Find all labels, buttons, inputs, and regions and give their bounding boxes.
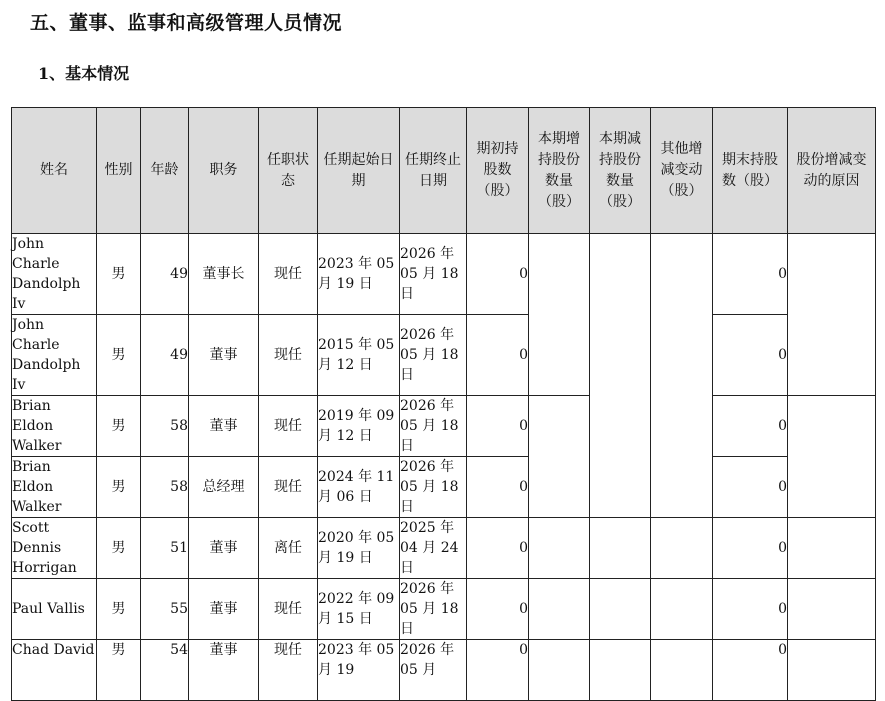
cell-decrease: [590, 579, 651, 640]
cell-name: John Charle Dandolph Iv: [12, 234, 97, 315]
cell-start-date: 2023 年 05 月 19: [318, 640, 400, 701]
table-row: [12, 518, 876, 579]
cell-change-reason: [788, 579, 876, 640]
cell-ending-shares: 0: [713, 234, 788, 315]
cell-increase: [529, 640, 590, 701]
header-other-change: 其他增减变动（股）: [651, 108, 713, 234]
cell-age: 49: [141, 315, 189, 396]
cell-change-reason: [788, 234, 876, 396]
table-row: [12, 396, 876, 457]
cell-status: 现任: [259, 396, 318, 457]
header-initial-shares: 期初持股数（股）: [467, 108, 529, 234]
cell-start-date: 2023 年 05 月 19 日: [318, 234, 400, 315]
table-row: [12, 315, 876, 396]
cell-ending-shares: 0: [713, 457, 788, 518]
header-ending-shares: 期末持股数（股）: [713, 108, 788, 234]
cell-title: 总经理: [189, 457, 259, 518]
cell-end-date: 2026 年 05 月 18 日: [400, 396, 467, 457]
section-title: 五、董事、监事和高级管理人员情况: [30, 12, 343, 34]
cell-end-date: 2026 年 05 月 18 日: [400, 457, 467, 518]
header-name: 姓名: [12, 108, 97, 234]
cell-status: 现任: [259, 315, 318, 396]
cell-age: 54: [141, 640, 189, 701]
header-status: 任职状态: [259, 108, 318, 234]
subsection-title: 1、基本情况: [38, 64, 130, 83]
cell-start-date: 2024 年 11 月 06 日: [318, 457, 400, 518]
cell-age: 49: [141, 234, 189, 315]
cell-title: 董事: [189, 518, 259, 579]
cell-start-date: 2022 年 09 月 15 日: [318, 579, 400, 640]
cell-title: 董事: [189, 640, 259, 701]
cell-gender: 男: [97, 396, 141, 457]
cell-start-date: 2020 年 05 月 19 日: [318, 518, 400, 579]
cell-increase: [529, 518, 590, 579]
table-row: [12, 234, 876, 315]
header-increase: 本期增持股份数量（股）: [529, 108, 590, 234]
cell-change-reason: [788, 396, 876, 518]
header-age: 年龄: [141, 108, 189, 234]
cell-name: John Charle Dandolph Iv: [12, 315, 97, 396]
header-change-reason: 股份增减变动的原因: [788, 108, 876, 234]
table-header-row: [12, 108, 876, 234]
cell-increase: [529, 396, 590, 518]
cell-status: 现任: [259, 234, 318, 315]
cell-change-reason: [788, 518, 876, 579]
cell-initial-shares: 0: [467, 234, 529, 315]
cell-name: Chad David: [12, 640, 97, 701]
cell-title: 董事: [189, 315, 259, 396]
cell-other-change: [651, 579, 713, 640]
cell-gender: 男: [97, 518, 141, 579]
cell-status: 离任: [259, 518, 318, 579]
cell-initial-shares: 0: [467, 640, 529, 701]
header-gender: 性别: [97, 108, 141, 234]
cell-other-change: [651, 234, 713, 518]
cell-ending-shares: 0: [713, 518, 788, 579]
cell-name: Scott Dennis Horrigan: [12, 518, 97, 579]
header-start-date: 任期起始日期: [318, 108, 400, 234]
cell-status: 现任: [259, 457, 318, 518]
cell-increase: [529, 234, 590, 396]
cell-decrease: [590, 518, 651, 579]
cell-other-change: [651, 640, 713, 701]
cell-name: Paul Vallis: [12, 579, 97, 640]
cell-ending-shares: 0: [713, 579, 788, 640]
cell-title: 董事: [189, 579, 259, 640]
cell-end-date: 2026 年 05 月: [400, 640, 467, 701]
cell-age: 51: [141, 518, 189, 579]
header-end-date: 任期终止日期: [400, 108, 467, 234]
cell-gender: 男: [97, 640, 141, 701]
cell-end-date: 2026 年 05 月 18 日: [400, 234, 467, 315]
cell-age: 58: [141, 396, 189, 457]
cell-initial-shares: 0: [467, 457, 529, 518]
cell-increase: [529, 579, 590, 640]
cell-name: Brian Eldon Walker: [12, 396, 97, 457]
cell-end-date: 2026 年 05 月 18 日: [400, 579, 467, 640]
table-row: [12, 640, 876, 701]
cell-decrease: [590, 234, 651, 518]
cell-other-change: [651, 518, 713, 579]
cell-initial-shares: 0: [467, 579, 529, 640]
cell-gender: 男: [97, 579, 141, 640]
cell-initial-shares: 0: [467, 396, 529, 457]
cell-status: 现任: [259, 579, 318, 640]
cell-gender: 男: [97, 457, 141, 518]
cell-age: 58: [141, 457, 189, 518]
cell-title: 董事长: [189, 234, 259, 315]
cell-name: Brian Eldon Walker: [12, 457, 97, 518]
header-decrease: 本期减持股份数量（股）: [590, 108, 651, 234]
cell-decrease: [590, 640, 651, 701]
table-row: [12, 579, 876, 640]
cell-change-reason: [788, 640, 876, 701]
cell-start-date: 2015 年 05 月 12 日: [318, 315, 400, 396]
cell-ending-shares: 0: [713, 640, 788, 701]
directors-table: [11, 107, 876, 701]
cell-status: 现任: [259, 640, 318, 701]
cell-gender: 男: [97, 315, 141, 396]
cell-gender: 男: [97, 234, 141, 315]
cell-ending-shares: 0: [713, 315, 788, 396]
cell-start-date: 2019 年 09 月 12 日: [318, 396, 400, 457]
table-row: [12, 457, 876, 518]
cell-initial-shares: 0: [467, 315, 529, 396]
header-title: 职务: [189, 108, 259, 234]
cell-initial-shares: 0: [467, 518, 529, 579]
cell-title: 董事: [189, 396, 259, 457]
cell-end-date: 2026 年 05 月 18 日: [400, 315, 467, 396]
cell-end-date: 2025 年 04 月 24 日: [400, 518, 467, 579]
cell-ending-shares: 0: [713, 396, 788, 457]
cell-age: 55: [141, 579, 189, 640]
